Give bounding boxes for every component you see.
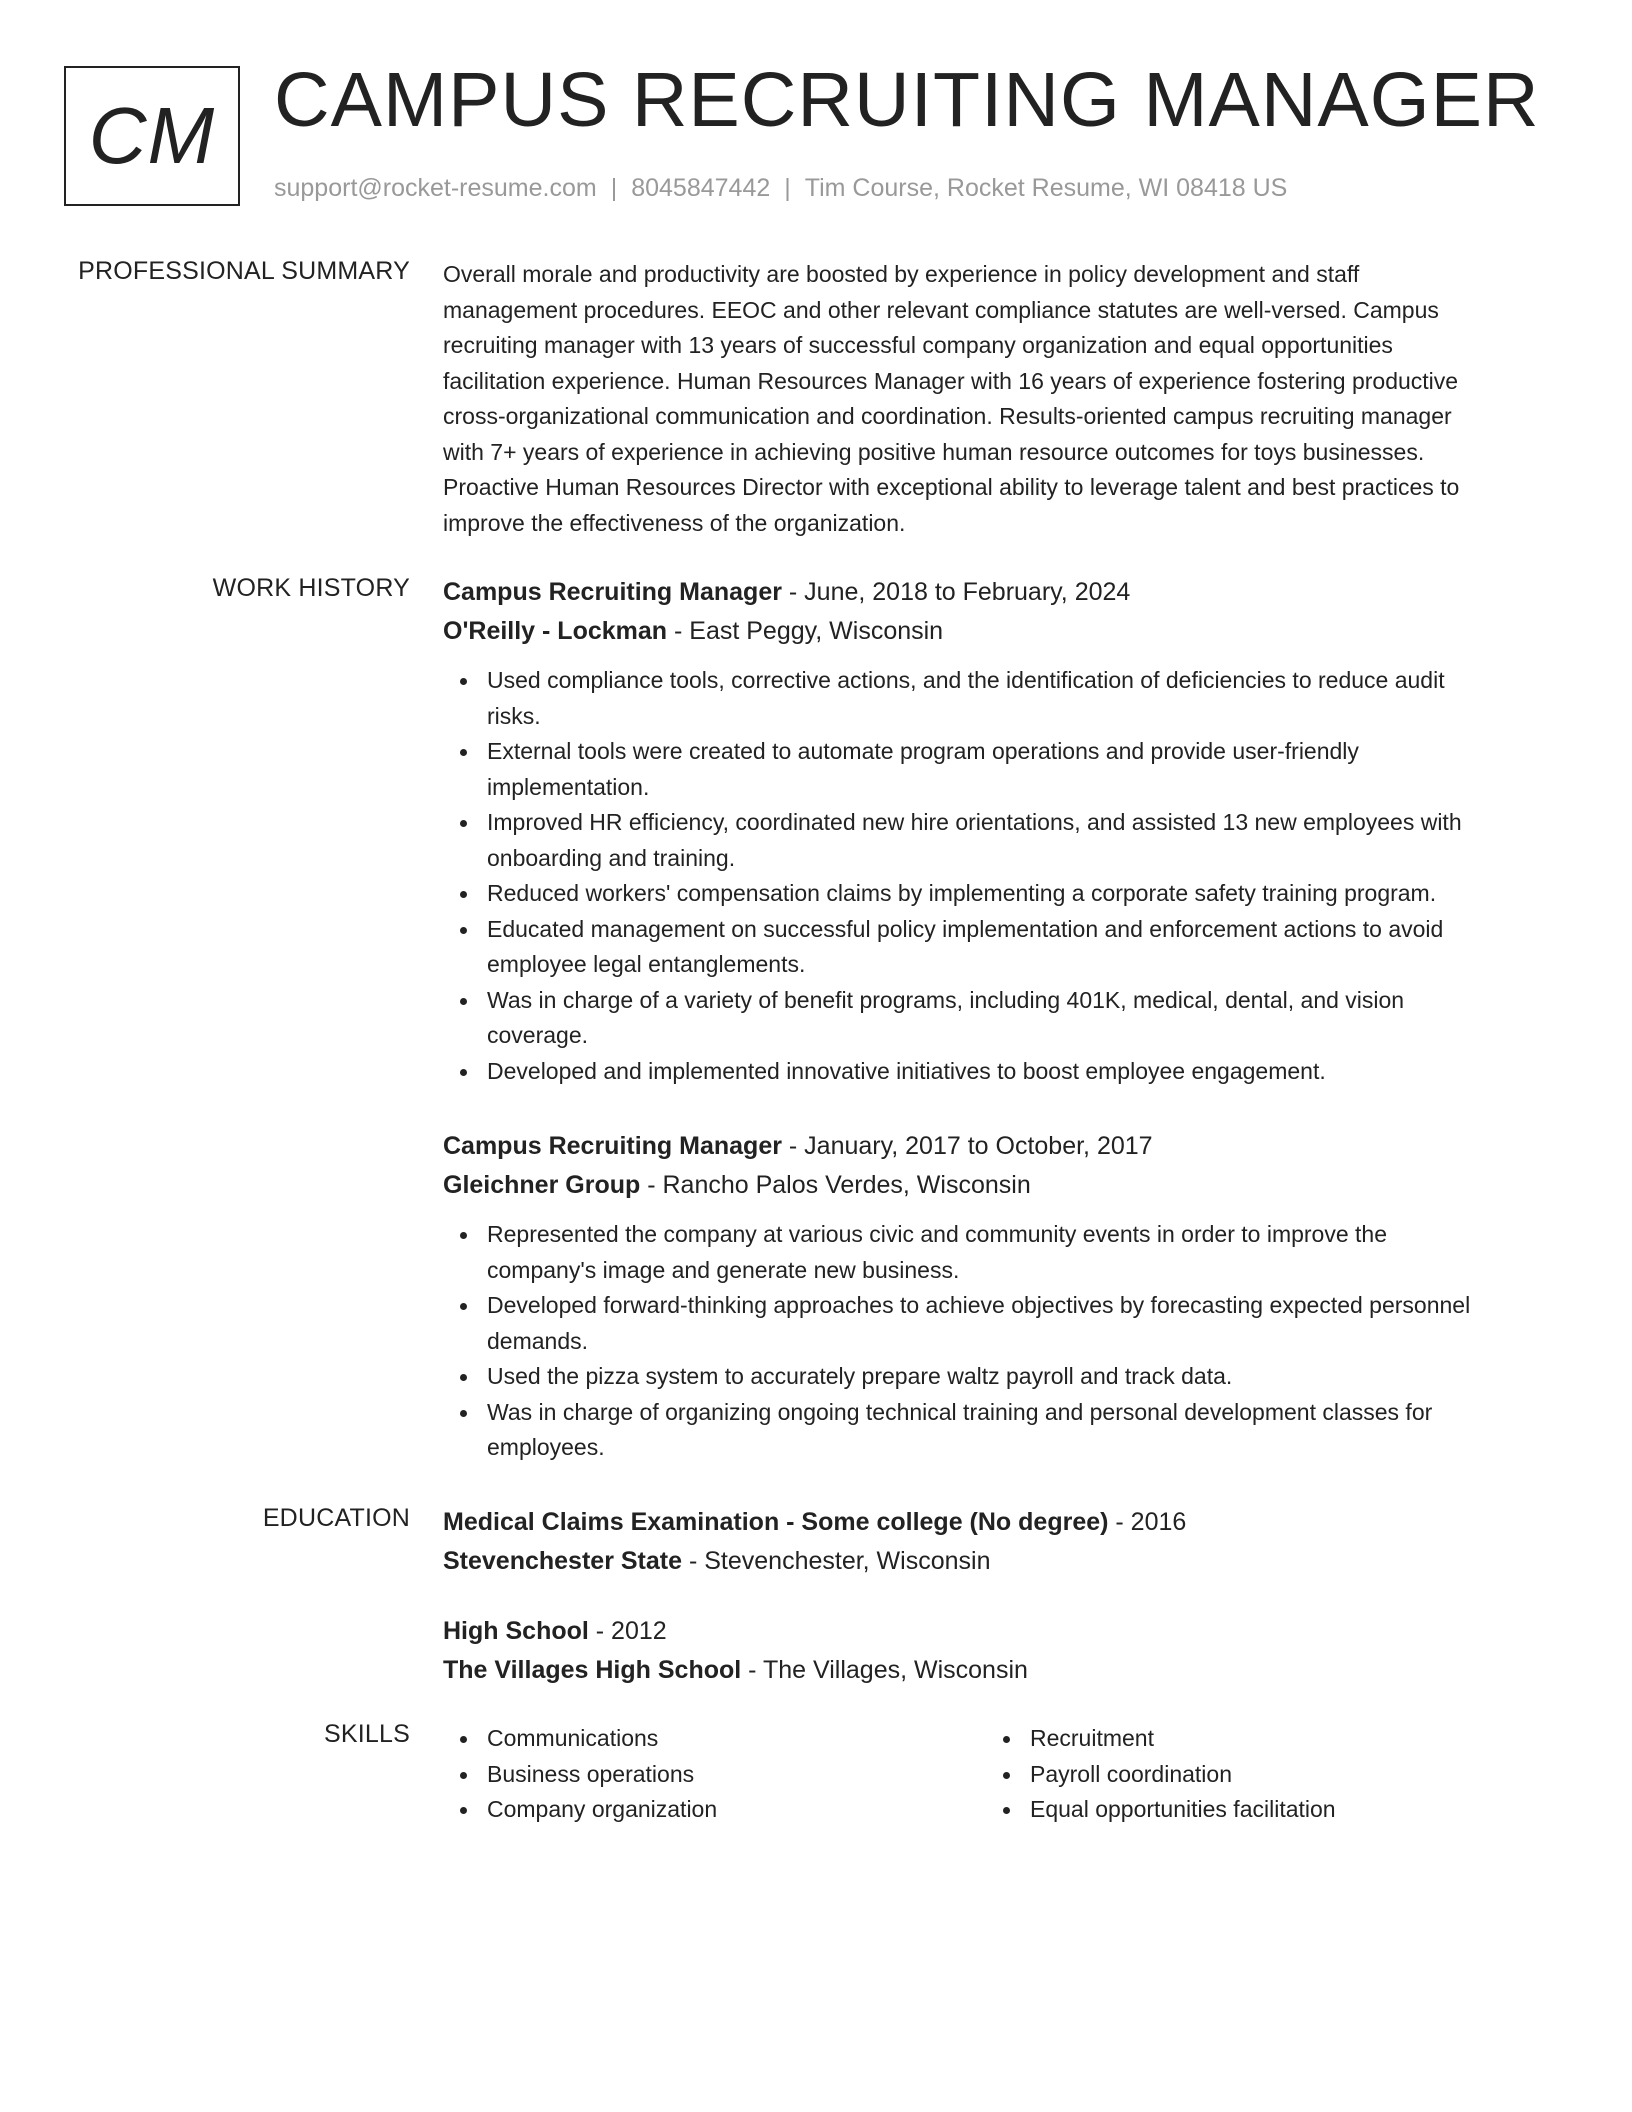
bullet-line: coverage. [487, 1022, 589, 1048]
education-entry [443, 1503, 1543, 1581]
job-bullet [487, 805, 1543, 876]
job-bullet [487, 1395, 1543, 1466]
section-label-skills: SKILLS [324, 1720, 410, 1748]
summary-line: recruiting manager with 13 years of successful company organization and equal opportunities [443, 332, 1393, 358]
summary-line: management procedures. EEOC and other relevant compliance statutes are well-versed. Campus [443, 296, 1439, 323]
skill-item: Business operations [487, 1757, 717, 1793]
job-company: O'Reilly - Lockman [443, 617, 668, 645]
job-location: - Rancho Palos Verdes, Wisconsin [640, 1171, 1031, 1199]
contact-email[interactable]: support@rocket-resume.com [274, 174, 597, 202]
summary-line: improve the effectiveness of the organization. [443, 509, 906, 536]
bullet-line: Represented the company at various civic and community events in order to improve the [487, 1221, 1387, 1247]
job-title: Campus Recruiting Manager [443, 1132, 782, 1160]
skill-item: Recruitment [1030, 1721, 1336, 1757]
section-label-work-history: WORK HISTORY [212, 574, 410, 602]
education-degree: High School [443, 1617, 589, 1645]
summary-line: with 7+ years of experience in achieving positive human resource outcomes for toys businesses. [443, 438, 1425, 465]
bullet-line: employees. [487, 1434, 605, 1460]
monogram-logo: CM [64, 66, 240, 206]
summary-line: Overall morale and productivity are boosted by experience in policy development and staff [443, 261, 1360, 287]
skills-list [443, 1721, 717, 1828]
summary-line: cross-organizational communication and coordination. Results-oriented campus recruiting manager [443, 403, 1452, 429]
job-title: Campus Recruiting Manager [443, 578, 782, 606]
job-bullet [487, 1359, 1543, 1395]
job-bullet [487, 663, 1543, 734]
job-dates: - January, 2017 to October, 2017 [781, 1132, 1153, 1160]
skill-item: Communications [487, 1721, 717, 1757]
education-degree-line [443, 1503, 1543, 1542]
skills-column-right [986, 1721, 1336, 1828]
education-entry [443, 1612, 1543, 1690]
bullet-line: risks. [487, 702, 541, 729]
job-bullet [487, 1217, 1543, 1288]
contact-line [274, 174, 1287, 203]
job-title-line [443, 573, 1543, 612]
section-label-education: EDUCATION [262, 1504, 410, 1532]
job-bullet [487, 876, 1543, 912]
summary-line: Proactive Human Resources Director with exceptional ability to leverage talent and best practices to [443, 474, 1460, 500]
skills-list [986, 1721, 1336, 1828]
job-org-line [443, 1166, 1543, 1205]
bullet-line: Developed forward-thinking approaches to achieve objectives by forecasting expected personnel [487, 1292, 1471, 1318]
job-org-line [443, 612, 1543, 651]
bullet-line: employee legal entanglements. [487, 951, 806, 977]
bullet-line: Was in charge of organizing ongoing technical training and personal development classes for [487, 1398, 1433, 1425]
education-school: Stevenchester State [443, 1547, 683, 1575]
bullet-line: Reduced workers' compensation claims by implementing a corporate safety training program. [487, 880, 1437, 906]
contact-separator: | [610, 174, 618, 202]
job-bullet [487, 1288, 1543, 1359]
skills-column-left [443, 1721, 717, 1828]
bullet-line: onboarding and training. [487, 844, 736, 871]
job-bullet [487, 983, 1543, 1054]
job-bullet [487, 912, 1543, 983]
job-title-line [443, 1127, 1543, 1166]
education-location: - The Villages, Wisconsin [741, 1656, 1028, 1684]
job-bullets [443, 1217, 1543, 1466]
bullet-line: Used compliance tools, corrective actions, and the identification of deficiencies to reduce audit [487, 667, 1445, 693]
bullet-line: demands. [487, 1327, 589, 1354]
skill-item: Equal opportunities facilitation [1030, 1792, 1336, 1828]
job-entry [443, 1127, 1543, 1466]
skills-section [443, 1721, 1543, 1841]
contact-separator: | [784, 174, 791, 202]
job-bullets [443, 663, 1543, 1089]
education-school-line [443, 1542, 1543, 1581]
skill-item: Payroll coordination [1030, 1757, 1336, 1793]
job-bullet [487, 1054, 1543, 1090]
education-year: - 2016 [1108, 1508, 1187, 1536]
summary-line: facilitation experience. Human Resources Manager with 16 years of experience fostering productive [443, 367, 1459, 394]
summary-section [443, 257, 1543, 541]
bullet-line: company's image and generate new business. [487, 1256, 960, 1283]
education-school-line [443, 1651, 1543, 1690]
job-bullet [487, 734, 1543, 805]
bullet-line: Was in charge of a variety of benefit programs, including 401K, medical, dental, and vision [487, 986, 1405, 1013]
bullet-line: Educated management on successful policy implementation and enforcement actions to avoid [487, 915, 1444, 942]
job-company: Gleichner Group [443, 1171, 641, 1199]
education-degree-line [443, 1612, 1543, 1651]
education-year: - 2012 [588, 1617, 667, 1645]
education-school: The Villages High School [443, 1656, 742, 1684]
bullet-line: Used the pizza system to accurately prepare waltz payroll and track data. [487, 1363, 1233, 1389]
contact-phone[interactable]: 8045847442 [631, 174, 771, 202]
bullet-line: implementation. [487, 773, 650, 800]
contact-address: Tim Course, Rocket Resume, WI 08418 US [804, 174, 1288, 202]
education-degree: Medical Claims Examination - Some college (No degree) [443, 1508, 1109, 1536]
job-dates: - June, 2018 to February, 2024 [781, 578, 1131, 606]
bullet-line: Developed and implemented innovative initiatives to boost employee engagement. [487, 1057, 1326, 1084]
section-label-summary: PROFESSIONAL SUMMARY [78, 257, 410, 285]
education-location: - Stevenchester, Wisconsin [682, 1547, 991, 1575]
bullet-line: Improved HR efficiency, coordinated new hire orientations, and assisted 13 new employees with [487, 809, 1462, 835]
job-location: - East Peggy, Wisconsin [667, 617, 944, 645]
resume-title: CAMPUS RECRUITING MANAGER [274, 57, 1540, 143]
bullet-line: External tools were created to automate program operations and provide user-friendly [487, 738, 1359, 764]
skill-item: Company organization [487, 1792, 717, 1828]
job-entry [443, 573, 1543, 1089]
